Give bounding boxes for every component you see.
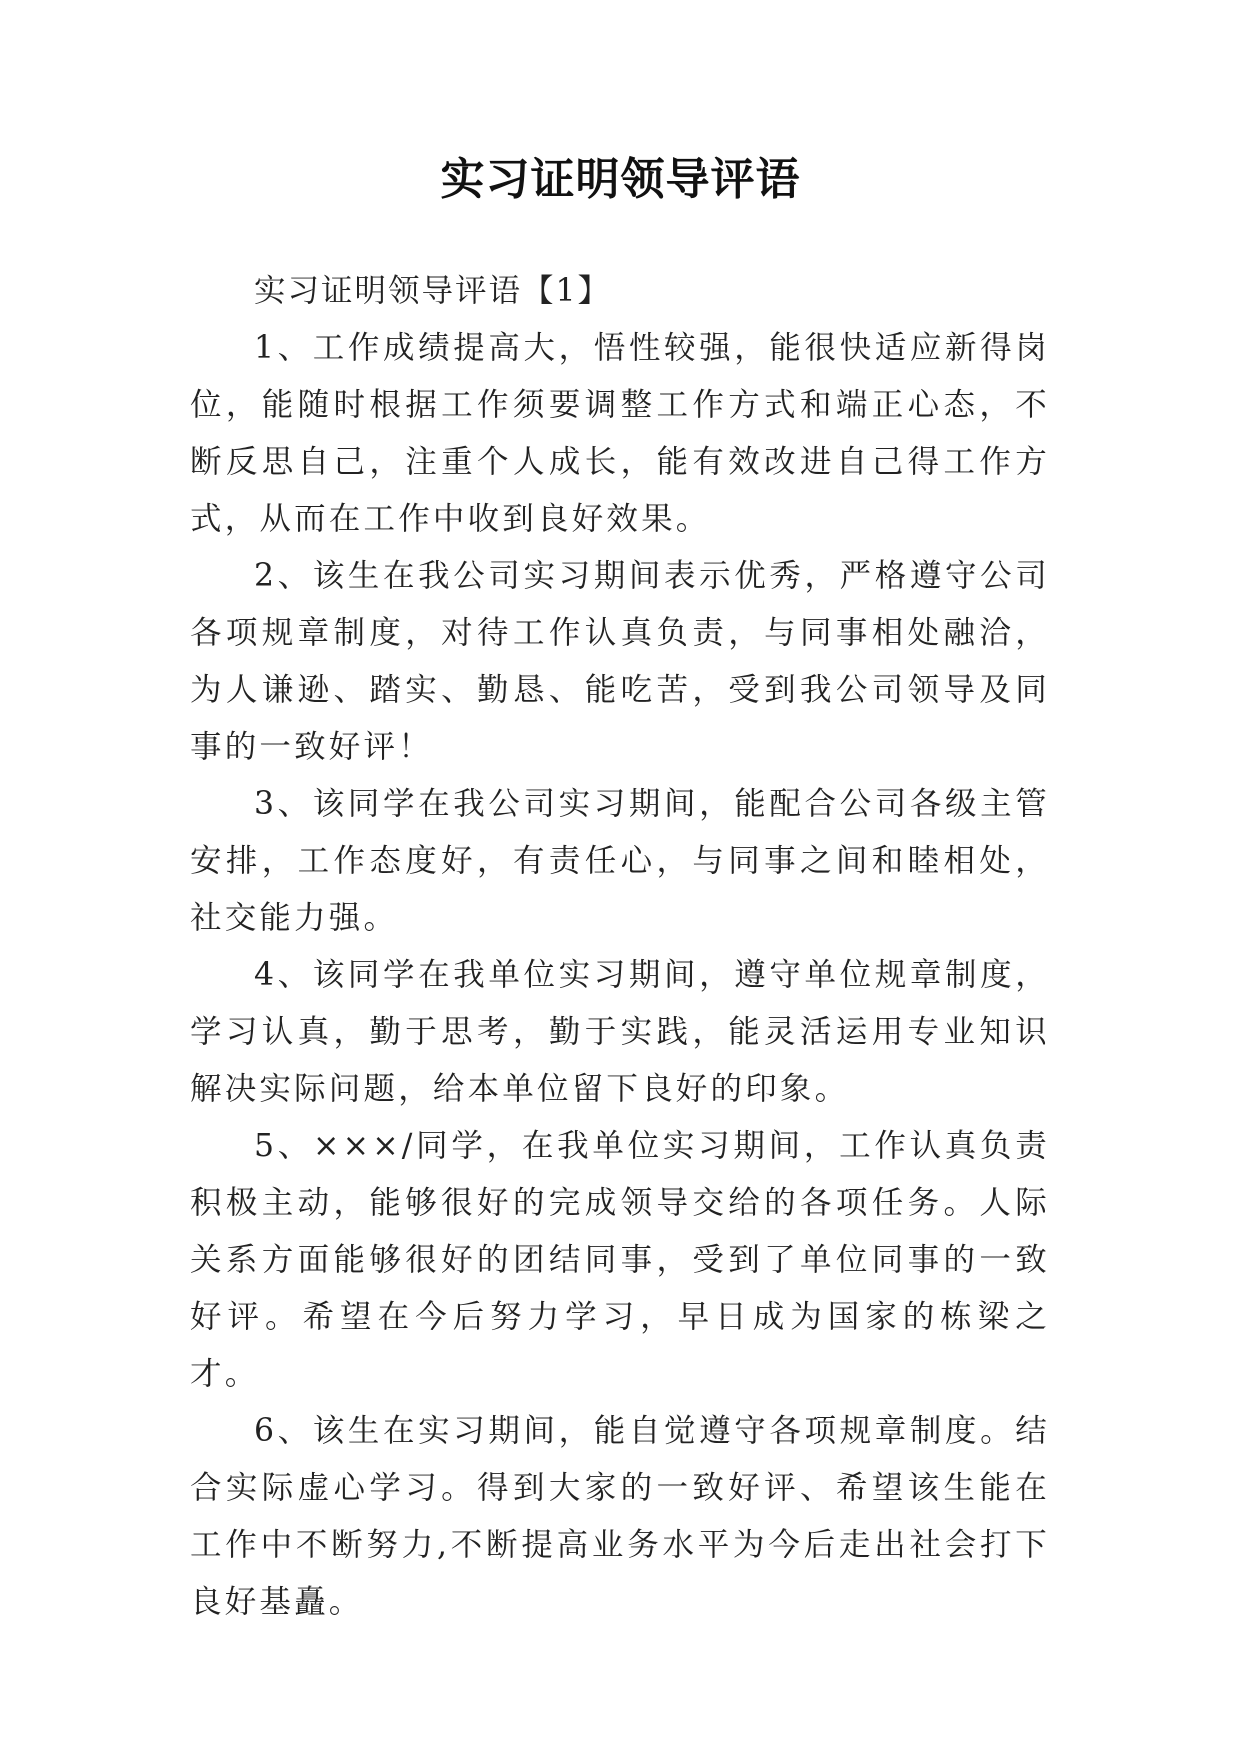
paragraph-6: 6、该生在实习期间，能自觉遵守各项规章制度。结合实际虚心学习。得到大家的一致好评、希望该生能在工作中不断努力,不断提高业务水平为今后走出社会打下良好基矗。	[190, 1413, 1050, 1620]
paragraph-1: 1、工作成绩提高大，悟性较强，能很快适应新得岗位，能随时根据工作须要调整工作方式和端正心态，不断反思自己，注重个人成长，能有效改进自己得工作方式，从而在工作中收到良好效果。	[190, 330, 1050, 537]
paragraph-4: 4、该同学在我单位实习期间，遵守单位规章制度，学习认真，勤于思考，勤于实践，能灵活运用专业知识解决实际问题，给本单位留下良好的印象。	[190, 957, 1050, 1107]
document-body	[190, 263, 1050, 1631]
paragraph-5: 5、×××/同学，在我单位实习期间，工作认真负责积极主动，能够很好的完成领导交给的各项任务。人际关系方面能够很好的团结同事，受到了单位同事的一致好评。希望在今后努力学习，早日成为国家的栋梁之才。	[190, 1128, 1050, 1392]
paragraph-2: 2、该生在我公司实习期间表示优秀，严格遵守公司各项规章制度，对待工作认真负责，与同事相处融洽，为人谦逊、踏实、勤恳、能吃苦，受到我公司领导及同事的一致好评！	[190, 558, 1050, 765]
document-title: 实习证明领导评语	[440, 154, 801, 205]
section-heading: 实习证明领导评语【1】	[254, 273, 612, 309]
paragraph-3: 3、该同学在我公司实习期间，能配合公司各级主管安排，工作态度好，有责任心，与同事之间和睦相处，社交能力强。	[190, 786, 1050, 936]
